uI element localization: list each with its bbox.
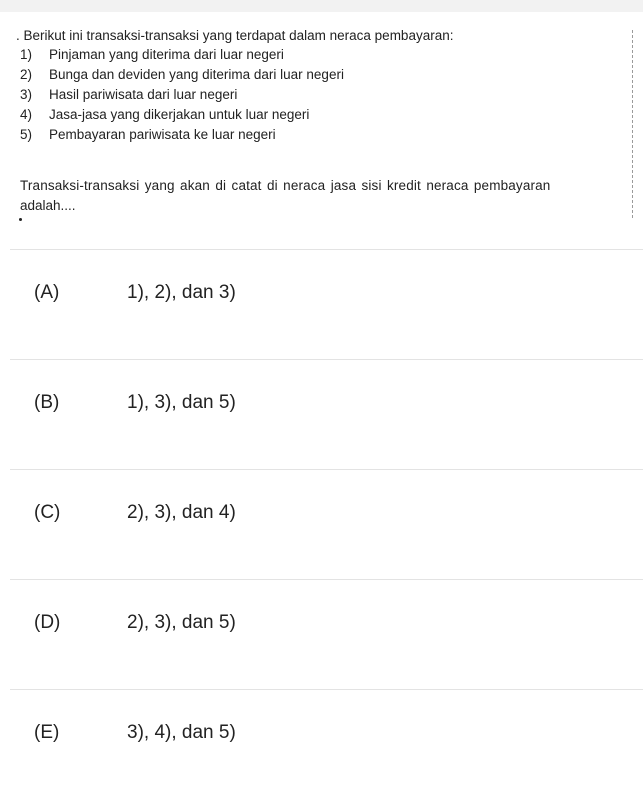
- option-text: 1), 3), dan 5): [127, 392, 236, 413]
- list-item-text: Hasil pariwisata dari luar negeri: [49, 87, 238, 102]
- list-item-number: 1): [20, 47, 33, 62]
- option-letter: (A): [34, 282, 60, 303]
- question-list: [20, 45, 344, 145]
- question-intro: . Berikut ini transaksi-transaksi yang terdapat dalam neraca pembayaran:: [16, 28, 454, 43]
- question-stem-line-2: adalah....: [20, 198, 76, 213]
- option-letter: (C): [34, 502, 61, 523]
- list-item-text: Pinjaman yang diterima dari luar negeri: [49, 47, 284, 62]
- list-item-number: 3): [20, 87, 33, 102]
- top-bar: [0, 0, 643, 12]
- question-stem-line-1: Transaksi-transaksi yang akan di catat di neraca jasa sisi kredit neraca pembayaran: [20, 178, 551, 193]
- option-text: 2), 3), dan 5): [127, 612, 236, 633]
- option-letter: (D): [34, 612, 61, 633]
- option-a[interactable]: [0, 250, 643, 359]
- option-e[interactable]: [0, 690, 643, 799]
- list-item: [20, 125, 344, 145]
- option-b[interactable]: [0, 360, 643, 469]
- list-item-number: 2): [20, 67, 33, 82]
- list-item: [20, 85, 344, 105]
- bullet-dot: [19, 218, 22, 221]
- list-item: [20, 105, 344, 125]
- option-letter: (B): [34, 392, 60, 413]
- answer-options: [0, 249, 643, 799]
- option-text: 2), 3), dan 4): [127, 502, 236, 523]
- list-item-text: Bunga dan deviden yang diterima dari luar negeri: [49, 67, 344, 82]
- list-item: [20, 45, 344, 65]
- option-text: 3), 4), dan 5): [127, 722, 236, 743]
- list-item-number: 5): [20, 127, 33, 142]
- list-item-text: Pembayaran pariwisata ke luar negeri: [49, 127, 276, 142]
- list-item-number: 4): [20, 107, 33, 122]
- option-c[interactable]: [0, 470, 643, 579]
- list-item-text: Jasa-jasa yang dikerjakan untuk luar negeri: [49, 107, 310, 122]
- option-text: 1), 2), dan 3): [127, 282, 236, 303]
- list-item: [20, 65, 344, 85]
- question-stem: [20, 176, 640, 216]
- option-letter: (E): [34, 722, 60, 743]
- option-d[interactable]: [0, 580, 643, 689]
